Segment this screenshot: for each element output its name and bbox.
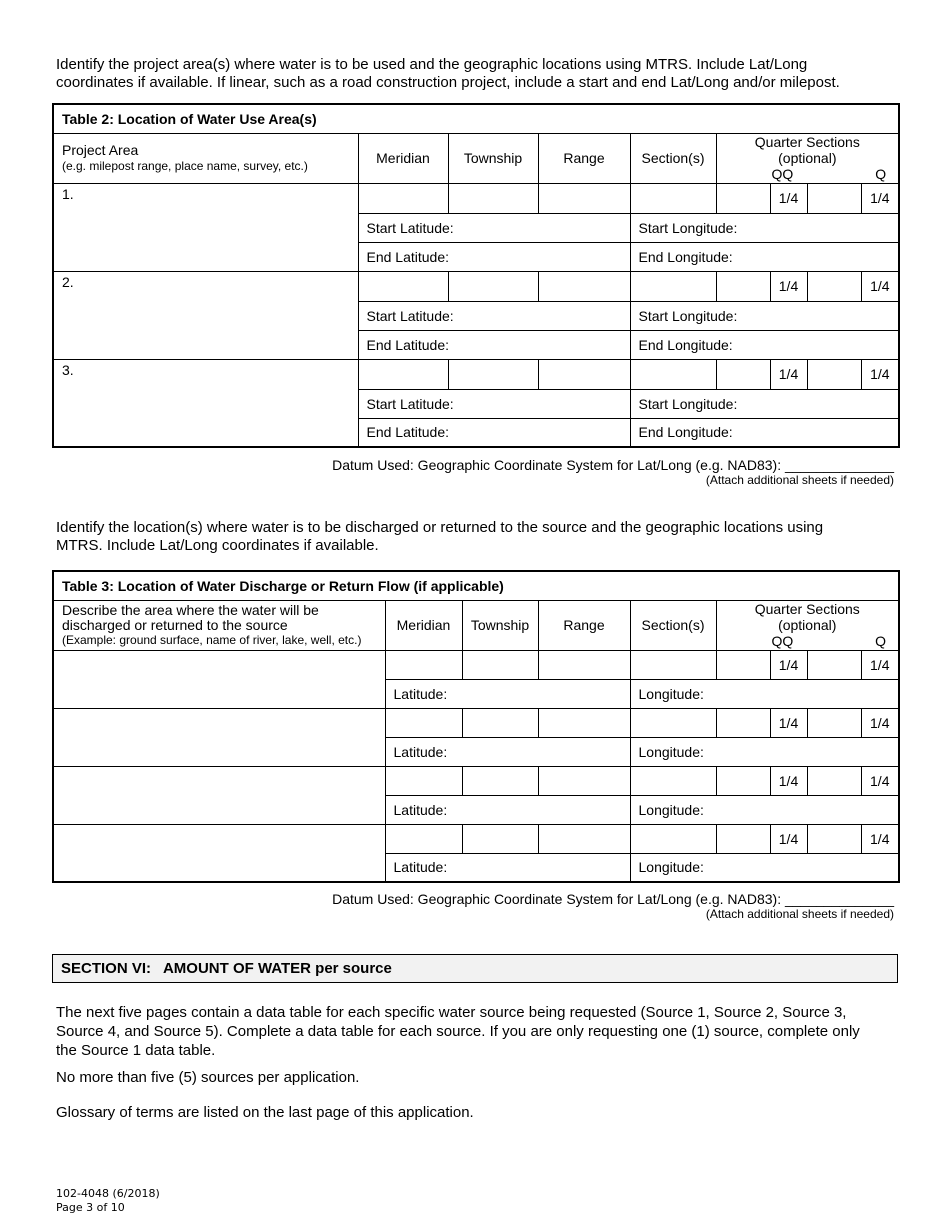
form-number: 102-4048 (6/2018) (56, 1187, 160, 1200)
q-input-1[interactable] (807, 183, 861, 213)
q-label: Q (875, 166, 887, 182)
t3-latitude-field-4[interactable]: Latitude: (385, 853, 630, 882)
meridian-input-2[interactable] (358, 271, 448, 301)
table3-instructions-line2: MTRS. Include Lat/Long coordinates if available. (56, 537, 379, 554)
table3-discharge-locations (52, 570, 900, 883)
t3-range-input-2[interactable] (538, 708, 630, 737)
t3-qq-fraction-2: 1/4 (770, 708, 807, 737)
t3-range-input-3[interactable] (538, 766, 630, 795)
start-latitude-field-1[interactable]: Start Latitude: (358, 213, 630, 242)
start-latitude-field-2[interactable]: Start Latitude: (358, 301, 630, 330)
t3-longitude-field-2[interactable]: Longitude: (630, 737, 899, 766)
page-footer (56, 1187, 160, 1215)
project-area-number-3: 3. (62, 361, 74, 378)
project-area-number-1: 1. (62, 185, 74, 202)
end-latitude-field-2[interactable]: End Latitude: (358, 330, 630, 359)
project-area-sublabel: (e.g. milepost range, place name, survey, etc.) (62, 159, 308, 173)
table2-datum-block (332, 457, 894, 487)
discharge-description-cell-4[interactable] (53, 824, 385, 882)
end-longitude-field-1[interactable]: End Longitude: (630, 242, 899, 271)
section6-paragraph-1-line3: the Source 1 data table. (56, 1042, 216, 1059)
table2-instructions (56, 56, 906, 92)
meridian-input-1[interactable] (358, 183, 448, 213)
section6-paragraph-3: Glossary of terms are listed on the last page of this application. (56, 1104, 474, 1121)
t3-qq-fraction-4: 1/4 (770, 824, 807, 853)
qq-fraction-1: 1/4 (770, 183, 807, 213)
meridian-header: Meridian (358, 133, 448, 183)
discharge-description-cell-3[interactable] (53, 766, 385, 824)
q-input-2[interactable] (807, 271, 861, 301)
quarter-sections-optional-t3: (optional) (778, 617, 837, 633)
quarter-sections-header (716, 133, 899, 183)
t3-qq-fraction-3: 1/4 (770, 766, 807, 795)
qq-input-2[interactable] (716, 271, 770, 301)
project-area-cell-1[interactable] (53, 183, 358, 271)
range-header: Range (538, 133, 630, 183)
t3-q-input-3[interactable] (807, 766, 861, 795)
t3-qq-fraction-1: 1/4 (770, 650, 807, 679)
t3-range-input-4[interactable] (538, 824, 630, 853)
qq-input-1[interactable] (716, 183, 770, 213)
t3-township-input-4[interactable] (462, 824, 538, 853)
quarter-sections-header-t3 (716, 600, 899, 650)
section6-paragraph-1-line2: Source 4, and Source 5). Complete a data table for each source. If you are only requesting one (1) source, complete only (56, 1023, 860, 1040)
t3-qq-input-4[interactable] (716, 824, 770, 853)
section6-header: SECTION VI: AMOUNT OF WATER per source (52, 954, 898, 983)
t3-meridian-input-1[interactable] (385, 650, 462, 679)
start-longitude-field-1[interactable]: Start Longitude: (630, 213, 899, 242)
q-fraction-1: 1/4 (861, 183, 899, 213)
sections-header-t3: Section(s) (630, 600, 716, 650)
t3-q-fraction-3: 1/4 (861, 766, 899, 795)
qq-label: QQ (771, 166, 794, 182)
t3-sections-input-4[interactable] (630, 824, 716, 853)
project-area-cell-2[interactable] (53, 271, 358, 359)
project-area-label: Project Area (62, 142, 139, 158)
t3-q-fraction-1: 1/4 (861, 650, 899, 679)
t3-latitude-field-2[interactable]: Latitude: (385, 737, 630, 766)
quarter-sections-label: Quarter Sections (754, 134, 860, 150)
t3-township-input-1[interactable] (462, 650, 538, 679)
t3-meridian-input-2[interactable] (385, 708, 462, 737)
describe-area-line2: discharged or returned to the source (62, 616, 288, 633)
quarter-sections-optional: (optional) (778, 150, 837, 166)
t3-q-input-1[interactable] (807, 650, 861, 679)
project-area-header (53, 133, 358, 183)
section6-paragraph-1 (56, 1003, 901, 1060)
section6-paragraph-2: No more than five (5) sources per application. (56, 1069, 360, 1086)
t3-qq-input-2[interactable] (716, 708, 770, 737)
describe-area-example: (Example: ground surface, name of river, lake, well, etc.) (62, 632, 362, 647)
table3-instructions (56, 519, 906, 555)
t3-sections-input-3[interactable] (630, 766, 716, 795)
discharge-description-cell-2[interactable] (53, 708, 385, 766)
table2-datum-line[interactable]: Datum Used: Geographic Coordinate System for Lat/Long (e.g. NAD83): ______________ (332, 457, 894, 473)
table3-title: Table 3: Location of Water Discharge or Return Flow (if applicable) (53, 571, 899, 600)
project-area-number-2: 2. (62, 273, 74, 290)
township-input-3[interactable] (448, 359, 538, 389)
t3-range-input-1[interactable] (538, 650, 630, 679)
qq-label-t3: QQ (771, 633, 794, 649)
start-longitude-field-3[interactable]: Start Longitude: (630, 389, 899, 418)
q-fraction-2: 1/4 (861, 271, 899, 301)
t3-sections-input-1[interactable] (630, 650, 716, 679)
start-latitude-field-3[interactable]: Start Latitude: (358, 389, 630, 418)
sections-input-2[interactable] (630, 271, 716, 301)
table2-instructions-line2: coordinates if available. If linear, such as a road construction project, include a start and end Lat/Long and/or milepost. (56, 74, 840, 91)
q-input-3[interactable] (807, 359, 861, 389)
table3-instructions-line1: Identify the location(s) where water is to be discharged or returned to the source and the geographic locations using (56, 519, 824, 536)
describe-area-header (53, 600, 385, 650)
t3-latitude-field-3[interactable]: Latitude: (385, 795, 630, 824)
end-longitude-field-3[interactable]: End Longitude: (630, 418, 899, 447)
section6-paragraph-1-line1: The next five pages contain a data table for each specific water source being requested (Source 1, Source 2, Source 3, (56, 1004, 847, 1021)
t3-township-input-2[interactable] (462, 708, 538, 737)
qq-fraction-2: 1/4 (770, 271, 807, 301)
township-input-2[interactable] (448, 271, 538, 301)
t3-q-fraction-4: 1/4 (861, 824, 899, 853)
table2-title: Table 2: Location of Water Use Area(s) (53, 104, 899, 133)
table3-datum-line[interactable]: Datum Used: Geographic Coordinate System for Lat/Long (e.g. NAD83): ______________ (332, 891, 894, 907)
end-latitude-field-3[interactable]: End Latitude: (358, 418, 630, 447)
qq-input-3[interactable] (716, 359, 770, 389)
end-latitude-field-1[interactable]: End Latitude: (358, 242, 630, 271)
range-input-1[interactable] (538, 183, 630, 213)
table2-attach-note: (Attach additional sheets if needed) (705, 473, 894, 487)
t3-meridian-input-3[interactable] (385, 766, 462, 795)
discharge-description-cell-1[interactable] (53, 650, 385, 708)
t3-sections-input-2[interactable] (630, 708, 716, 737)
quarter-sections-label-t3: Quarter Sections (754, 601, 860, 617)
t3-q-fraction-2: 1/4 (861, 708, 899, 737)
sections-input-1[interactable] (630, 183, 716, 213)
t3-meridian-input-4[interactable] (385, 824, 462, 853)
table2-instructions-line1: Identify the project area(s) where water is to be used and the geographic locations using MTRS. Include Lat/Long (56, 56, 808, 73)
sections-header: Section(s) (630, 133, 716, 183)
t3-latitude-field-1[interactable]: Latitude: (385, 679, 630, 708)
t3-longitude-field-1[interactable]: Longitude: (630, 679, 899, 708)
t3-longitude-field-4[interactable]: Longitude: (630, 853, 899, 882)
q-fraction-3: 1/4 (861, 359, 899, 389)
t3-q-input-4[interactable] (807, 824, 861, 853)
end-longitude-field-2[interactable]: End Longitude: (630, 330, 899, 359)
meridian-input-3[interactable] (358, 359, 448, 389)
t3-q-input-2[interactable] (807, 708, 861, 737)
qq-fraction-3: 1/4 (770, 359, 807, 389)
page-number: Page 3 of 10 (56, 1201, 125, 1214)
project-area-cell-3[interactable] (53, 359, 358, 447)
meridian-header-t3: Meridian (385, 600, 462, 650)
range-input-2[interactable] (538, 271, 630, 301)
describe-area-line1: Describe the area where the water will be (62, 601, 319, 618)
t3-township-input-3[interactable] (462, 766, 538, 795)
township-header: Township (448, 133, 538, 183)
q-label-t3: Q (875, 633, 886, 649)
table3-datum-block (332, 891, 894, 921)
township-header-t3: Township (462, 600, 538, 650)
t3-qq-input-1[interactable] (716, 650, 770, 679)
t3-qq-input-3[interactable] (716, 766, 770, 795)
t3-longitude-field-3[interactable]: Longitude: (630, 795, 899, 824)
start-longitude-field-2[interactable]: Start Longitude: (630, 301, 899, 330)
township-input-1[interactable] (448, 183, 538, 213)
table3-attach-note: (Attach additional sheets if needed) (705, 907, 894, 921)
range-input-3[interactable] (538, 359, 630, 389)
range-header-t3: Range (538, 600, 630, 650)
sections-input-3[interactable] (630, 359, 716, 389)
table2-water-use-areas (52, 103, 900, 448)
